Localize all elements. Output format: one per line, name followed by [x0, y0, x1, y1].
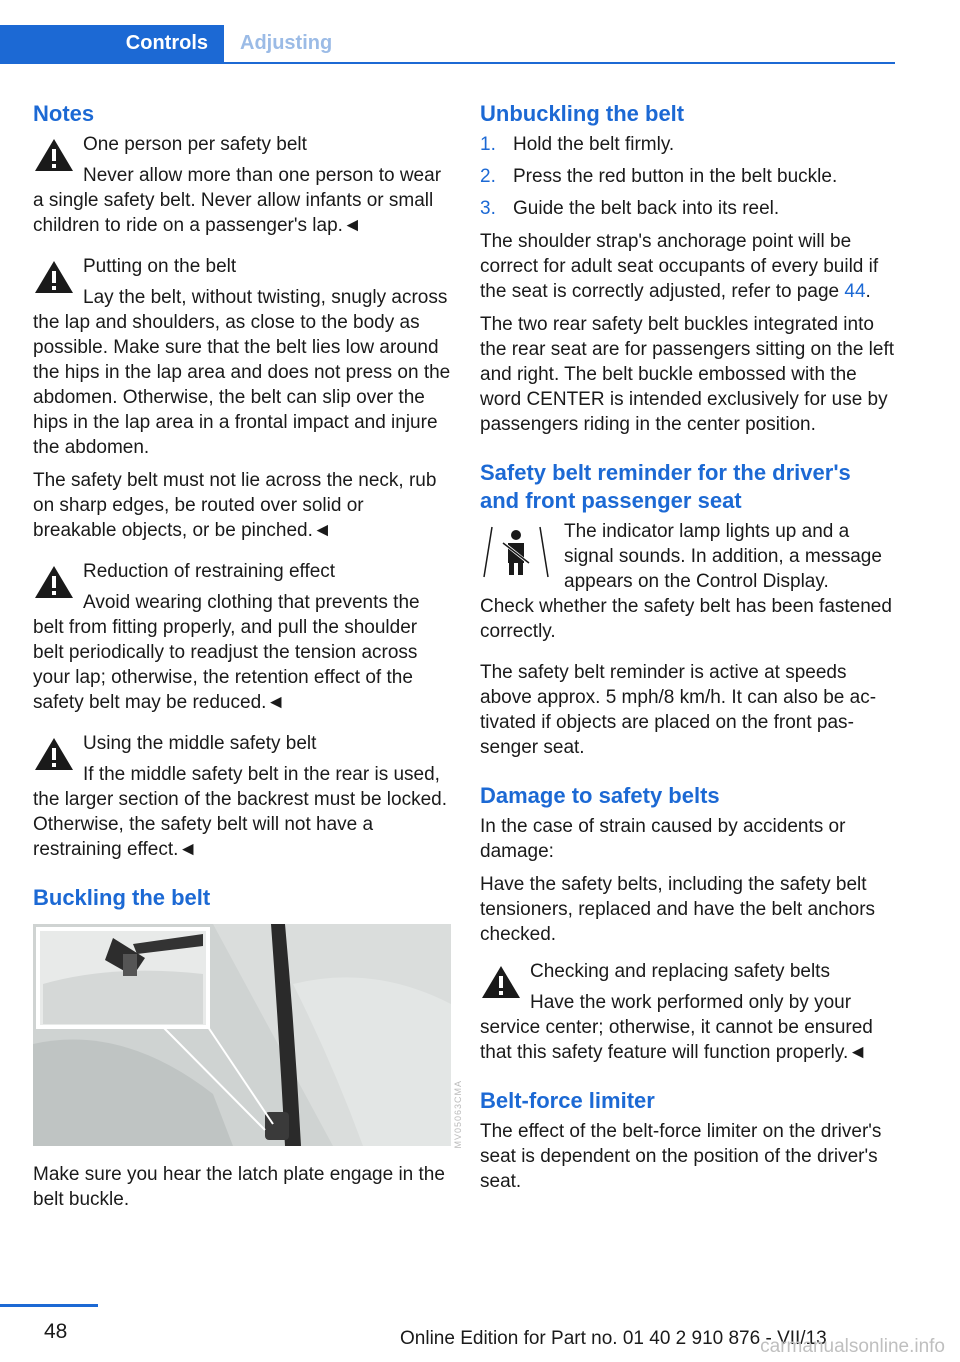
anchorage-text: The shoulder strap's anchorage point will be correct for adult seat occupants of every build if the seat is correctly adjusted, refer to page [480, 231, 879, 302]
warning-text: Never allow more than one person to wear a single safety belt. Never allow infants or small children to ride on a passenger's lap.◄ [33, 165, 442, 236]
list-item [480, 164, 895, 189]
warning-text-continued: The safety belt must not lie across the neck, rub on sharp edges, be routed over solid or breakable objects, or be pinched.◄ [33, 470, 437, 541]
warning-title: Using the middle safety belt [83, 733, 317, 754]
anchorage-end: . [865, 281, 871, 302]
figure-code: MV05063CMA [453, 1080, 463, 1149]
warning-title: One person per safety belt [83, 134, 307, 155]
belt-buckle-illustration [33, 924, 451, 1146]
tab-controls[interactable]: Controls [0, 25, 224, 62]
step-text: Hold the belt firmly. [513, 134, 675, 155]
list-item [480, 196, 895, 221]
warning-triangle-icon [33, 564, 75, 600]
buckling-text: Make sure you hear the latch plate engage in the belt buckle. [33, 1164, 445, 1210]
warning-block [33, 559, 451, 715]
tab-adjusting[interactable]: Adjusting [240, 32, 333, 54]
warning-text: If the middle safety belt in the rear is used, the larger section of the backrest must be locked. Otherwise, the safety belt will not have a restraining effect.◄ [33, 764, 447, 860]
warning-title: Putting on the belt [83, 256, 237, 277]
warning-title: Checking and replacing safety belts [530, 961, 830, 982]
rear-buckles-text: The two rear safety belt buckles integrated into the rear seat are for passengers sitting on the left and right. The belt buckle embossed with the word CENTER is intended exclusively for use by passengers riding in the center position. [480, 314, 895, 435]
limiter-text: The effect of the belt-force limiter on the driver's seat is dependent on the position of the driver's seat. [480, 1121, 882, 1192]
warning-title: Reduction of restraining effect [83, 561, 336, 582]
warning-text: Lay the belt, without twisting, snugly across the lap and shoulders, as close to the body as possible. Make sure that the belt lies low around the hips in the lap area and does not press on the abdomen. Otherwise, the belt can slip over the hips in the lap area in a frontal impact and injure the abdomen. [33, 287, 451, 458]
step-text: Press the red button in the belt buckle. [513, 166, 838, 187]
notes-heading: Notes [33, 101, 95, 126]
seatbelt-indicator-icon [480, 523, 552, 579]
right-column [480, 100, 895, 1202]
warning-text: Have the work performed only by your service center; otherwise, it cannot be ensured that this safety feature will function properly.◄ [480, 992, 873, 1063]
reminder-check-text: Check whether the safety belt has been fastened correctly. [480, 596, 892, 642]
warning-triangle-icon [33, 736, 75, 772]
step-number: 1. [480, 134, 496, 155]
step-number: 3. [480, 198, 496, 219]
watermark: carmanualsonline.info [760, 1336, 945, 1357]
step-text: Guide the belt back into its reel. [513, 198, 780, 219]
warning-triangle-icon [33, 259, 75, 295]
reminder-active-text: The safety belt reminder is active at speeds above approx. 5 mph/8 km/h. It can also be activated if objects are placed on the front passenger seat. [480, 662, 877, 758]
reminder-heading: Safety belt reminder for the driver's and front passenger seat [480, 460, 851, 513]
page-number: 48 [44, 1320, 68, 1343]
anchorage-paragraph [480, 229, 895, 304]
buckling-heading: Buckling the belt [33, 885, 211, 910]
warning-triangle-icon [480, 964, 522, 1000]
damage-text: Have the safety belts, including the safety belt tensioners, replaced and have the belt anchors checked. [480, 874, 876, 945]
edition-text: Online Edition for Part no. 01 40 2 910 876 - VII/13 [400, 1328, 827, 1349]
warning-text: Avoid wearing clothing that prevents the belt from fitting properly, and pull the shoulder belt periodically to readjust the tension across your lap; otherwise, the retention effect of the safety belt may be reduced.◄ [33, 592, 420, 713]
unbuckling-steps [480, 132, 895, 221]
unbuckling-heading: Unbuckling the belt [480, 101, 685, 126]
limiter-heading: Belt-force limiter [480, 1088, 655, 1113]
warning-block [480, 959, 895, 1065]
warning-block [33, 254, 451, 460]
warning-block [33, 731, 451, 862]
damage-heading: Damage to safety belts [480, 783, 720, 808]
footer-rule [0, 1304, 98, 1307]
warning-triangle-icon [33, 137, 75, 173]
reminder-lamp-text: The indicator lamp lights up and a signal sounds. In addition, a message appears on the Control Display. [564, 521, 882, 592]
step-number: 2. [480, 166, 496, 187]
header-tabbar [0, 25, 895, 64]
left-column [33, 100, 451, 1220]
warning-block [33, 132, 451, 238]
indicator-lamp-block [480, 519, 895, 594]
damage-text: In the case of strain caused by accidents or damage: [480, 816, 846, 862]
list-item [480, 132, 895, 157]
page-reference-link[interactable]: 44 [844, 281, 866, 302]
